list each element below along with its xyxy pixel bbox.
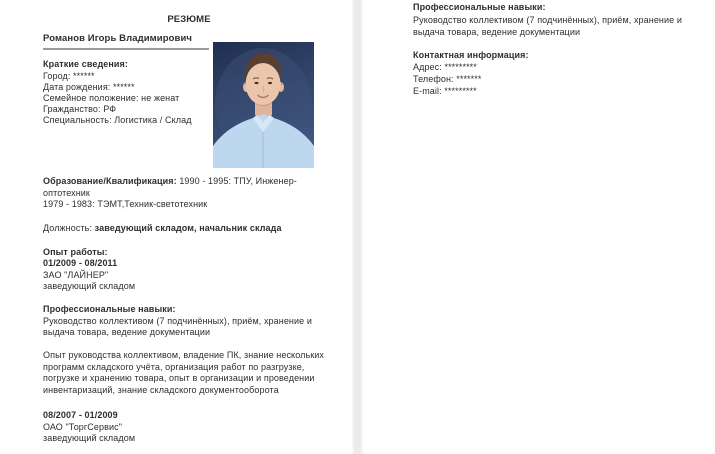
skills-para2-line3: погрузке и хранению товара, опыт в организации и проведении: [43, 373, 315, 383]
candidate-name: Романов Игорь Владимирович: [43, 34, 209, 50]
resume-page-1: [0, 0, 352, 454]
brief-specialty: Специальность: Логистика / Склад: [43, 114, 192, 125]
skills-para2-line2: программ складского учёта, организация работ по разгрузке,: [43, 361, 305, 372]
education-line-2: оптотехник: [43, 187, 90, 198]
page-gap-divider: [352, 0, 363, 454]
education-entry-1: 1990 - 1995: ТПУ, Инженер-: [176, 176, 297, 186]
page-title: РЕЗЮМЕ: [167, 14, 211, 25]
skills-heading: Профессиональные навыки:: [43, 304, 176, 314]
skills-para2-line4: инвентаризаций, знание складского документооборота: [43, 384, 279, 395]
skills-para1-line1: Руководство коллективом (7 подчинённых), приём, хранение и: [43, 315, 312, 326]
job2-role: заведующий складом: [43, 433, 136, 443]
contact-phone: Телефон: *******: [413, 74, 482, 84]
position-value: заведующий складом, начальник склада: [94, 222, 282, 233]
education-line-1: [43, 176, 297, 186]
contact-address: Адрес: *********: [413, 62, 477, 72]
position-label: Должность:: [43, 222, 95, 233]
skills2-heading: Профессиональные навыки:: [413, 2, 546, 12]
education-entry-2: 1979 - 1983: ТЭМТ,Техник-светотехник: [43, 199, 208, 209]
contact-email: E-mail: *********: [413, 86, 477, 96]
job1-company: ЗАО "ЛАЙНЕР": [43, 269, 109, 280]
position-line: [43, 223, 282, 233]
candidate-photo: [213, 42, 314, 168]
resume-page-2: [363, 0, 715, 454]
brief-heading: Краткие сведения:: [43, 59, 129, 69]
brief-citizenship: Гражданство: РФ: [43, 103, 117, 114]
job1-dates: 01/2009 - 08/2011: [43, 258, 118, 268]
skills-para1-line2: выдача товара, ведение документации: [43, 327, 211, 337]
job1-role: заведующий складом: [43, 281, 136, 291]
skills2-line2: выдача товара, ведение документации: [413, 27, 581, 37]
skills2-line1: Руководство коллективом (7 подчинённых), приём, хранение и: [413, 14, 682, 25]
contact-heading: Контактная информация:: [413, 50, 529, 60]
education-label: Образование/Квалификация:: [43, 176, 177, 186]
brief-birthdate: Дата рождения: ******: [43, 81, 135, 92]
job2-company: ОАО "ТоргСервис": [43, 421, 123, 432]
brief-marital-status: Семейное положение: не женат: [43, 92, 180, 103]
portrait-photo-graphic: [213, 42, 314, 168]
brief-city: Город: ******: [43, 70, 95, 81]
experience-heading: Опыт работы:: [43, 246, 108, 257]
skills-para2-line1: Опыт руководства коллективом, владение ПК, знание нескольких: [43, 350, 325, 360]
job2-dates: 08/2007 - 01/2009: [43, 410, 118, 420]
